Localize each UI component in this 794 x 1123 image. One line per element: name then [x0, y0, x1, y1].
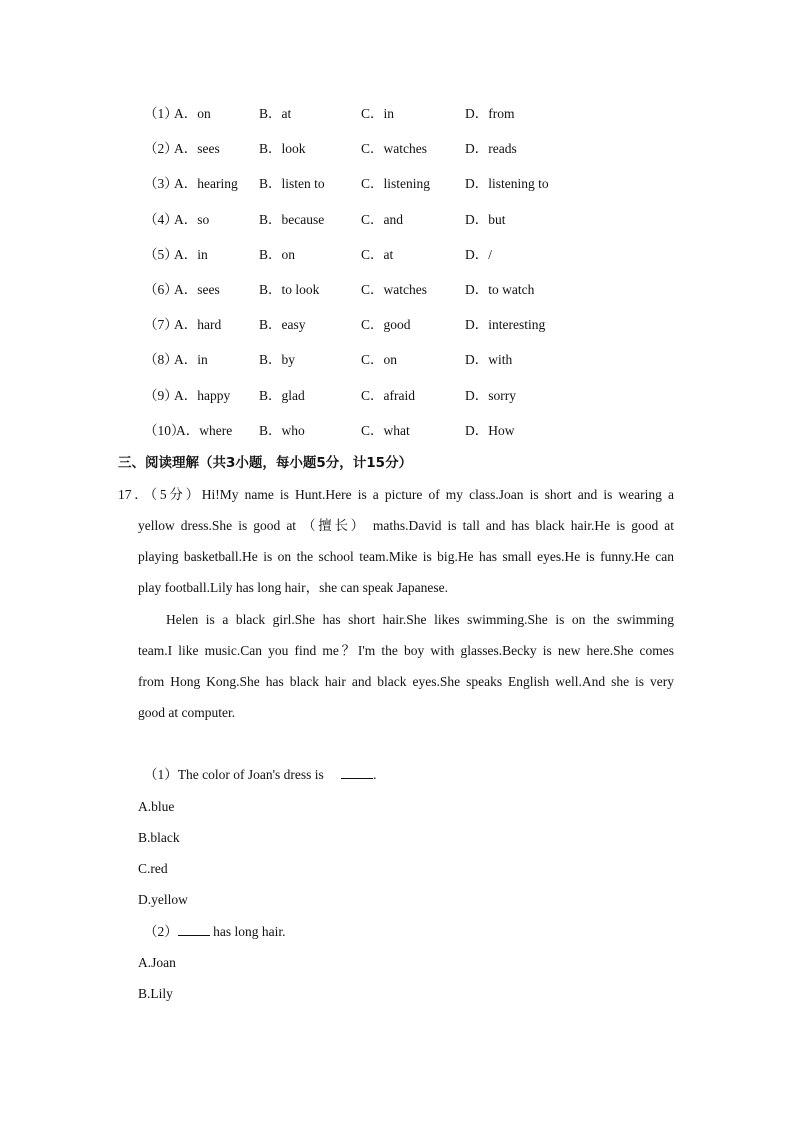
option-b: B．look: [259, 141, 306, 156]
choice-b: B.Lily: [138, 986, 173, 1001]
choice-d: D.yellow: [138, 892, 188, 907]
option-c: C．and: [361, 212, 403, 227]
option-a: A．sees: [174, 141, 220, 156]
option-c: C．listening: [361, 176, 431, 191]
option-number: （6）: [144, 282, 178, 297]
option-b: B．because: [259, 212, 325, 227]
option-b: B．glad: [259, 388, 305, 403]
option-a: A．in: [174, 352, 208, 367]
option-number: （4）: [144, 212, 178, 227]
option-d: D．listening to: [465, 176, 549, 191]
option-number: （1）: [144, 106, 178, 121]
option-a: A．hearing: [174, 176, 238, 191]
question-suffix: has long hair.: [213, 924, 286, 939]
choice-b: B.black: [138, 830, 180, 845]
passage-line: team.I like music.Can you find me？I'm the boy with glasses.Becky is new here.She comes: [138, 643, 674, 658]
option-d: D．but: [465, 212, 506, 227]
answer-blank: [178, 922, 210, 936]
option-c: C．afraid: [361, 388, 415, 403]
option-a: A．where: [176, 423, 233, 438]
option-a: A．hard: [174, 317, 222, 332]
option-b: B．on: [259, 247, 296, 262]
option-number: （7）: [144, 317, 178, 332]
option-d: D．from: [465, 106, 515, 121]
option-c: C．at: [361, 247, 394, 262]
option-number: （3）: [144, 176, 178, 191]
option-b: B．by: [259, 352, 296, 367]
option-a: A．on: [174, 106, 211, 121]
option-number: （9）: [144, 388, 178, 403]
option-c: C．what: [361, 423, 410, 438]
option-a: A．so: [174, 212, 210, 227]
choice-a: A.blue: [138, 799, 175, 814]
answer-blank: [341, 765, 373, 779]
option-number: （10）: [144, 423, 185, 438]
option-a: A．sees: [174, 282, 220, 297]
passage-line: playing basketball.He is on the school team.Mike is big.He has small eyes.He is funny.He can: [138, 549, 674, 564]
question-2: [144, 922, 286, 942]
option-number: （5）: [144, 247, 178, 262]
option-d: D．/: [465, 247, 492, 262]
choice-c: C.red: [138, 861, 168, 876]
question-text: （2）: [144, 924, 178, 939]
option-b: B．who: [259, 423, 305, 438]
option-d: D．sorry: [465, 388, 516, 403]
section-title: 三、阅读理解（共3小题，每小题5分，计15分）: [118, 455, 413, 471]
choice-a: A.Joan: [138, 955, 176, 970]
option-d: D．reads: [465, 141, 517, 156]
option-c: C．good: [361, 317, 411, 332]
option-d: D．How: [465, 423, 515, 438]
option-c: C．on: [361, 352, 398, 367]
passage-line: good at computer.: [138, 705, 236, 720]
option-a: A．in: [174, 247, 208, 262]
passage-line: Helen is a black girl.She has short hair.She likes swimming.She is on the swimming: [166, 612, 674, 627]
option-number: （8）: [144, 352, 178, 367]
option-number: （2）: [144, 141, 178, 156]
option-d: D．with: [465, 352, 513, 367]
option-c: C．watches: [361, 141, 427, 156]
passage-line: 17．（5分）Hi!My name is Hunt.Here is a picture of my class.Joan is short and is wearing a: [118, 487, 674, 502]
passage-line: yellow dress.She is good at （擅长） maths.David is tall and has black hair.He is good at: [138, 518, 674, 533]
option-c: C．in: [361, 106, 395, 121]
passage-line: play football.Lily has long hair，she can speak Japanese.: [138, 580, 449, 595]
option-c: C．watches: [361, 282, 427, 297]
option-b: B．listen to: [259, 176, 325, 191]
option-d: D．to watch: [465, 282, 535, 297]
passage-line: from Hong Kong.She has black hair and black eyes.She speaks English well.And she is very: [138, 674, 674, 689]
option-a: A．happy: [174, 388, 231, 403]
option-b: B．easy: [259, 317, 306, 332]
option-b: B．to look: [259, 282, 320, 297]
question-suffix: .: [373, 767, 377, 782]
option-d: D．interesting: [465, 317, 546, 332]
question-1: [144, 765, 377, 785]
option-b: B．at: [259, 106, 292, 121]
question-text: （1）The color of Joan's dress is: [144, 767, 324, 782]
